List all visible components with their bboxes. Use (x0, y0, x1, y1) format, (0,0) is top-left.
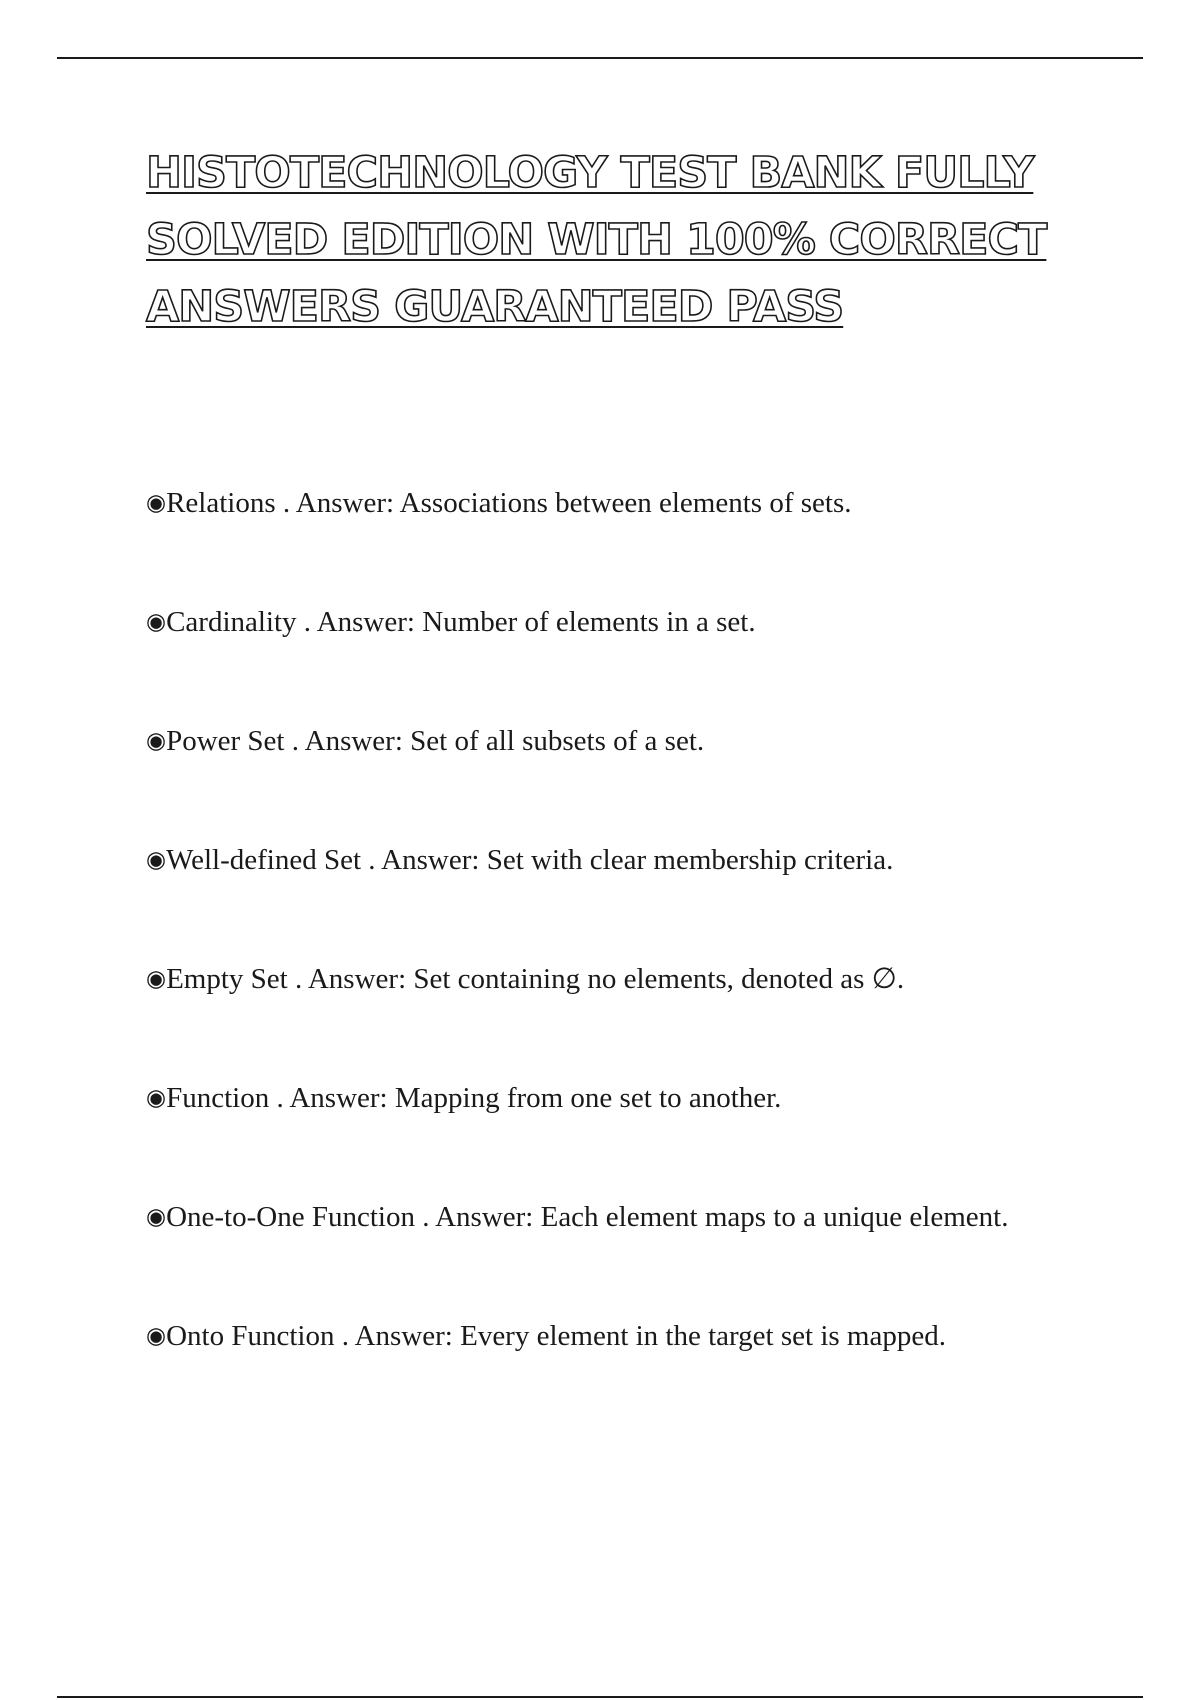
title-line: HISTOTECHNOLOGY TEST BANK FULLY (146, 148, 1034, 198)
item-text: Cardinality . Answer: Number of elements in a set. (166, 606, 756, 638)
bullet-icon: ◉ (146, 490, 167, 516)
item-text: Function . Answer: Mapping from one set to another. (166, 1082, 782, 1114)
list-item (146, 839, 1076, 882)
bullet-icon: ◉ (146, 966, 167, 992)
list-item (146, 1315, 1076, 1358)
list-item (146, 1196, 1076, 1239)
bullet-icon: ◉ (146, 609, 167, 635)
bullet-icon: ◉ (146, 1085, 167, 1111)
question-answer-list (146, 482, 1076, 1434)
title-line: SOLVED EDITION WITH 100% CORRECT (146, 215, 1047, 265)
list-item (146, 720, 1076, 763)
title-line: ANSWERS GUARANTEED PASS (146, 282, 844, 332)
list-item (146, 482, 1076, 525)
item-text: Empty Set . Answer: Set containing no elements, denoted as ∅. (166, 963, 905, 995)
page-title (146, 140, 1066, 341)
list-item (146, 958, 1076, 1001)
bottom-divider (57, 1696, 1143, 1698)
top-divider (57, 57, 1143, 59)
item-text: Onto Function . Answer: Every element in the target set is mapped. (166, 1320, 946, 1352)
item-text: One-to-One Function . Answer: Each element maps to a unique element. (166, 1201, 1009, 1233)
bullet-icon: ◉ (146, 847, 167, 873)
list-item (146, 601, 1076, 644)
item-text: Power Set . Answer: Set of all subsets of a set. (166, 725, 705, 757)
bullet-icon: ◉ (146, 1204, 167, 1230)
list-item (146, 1077, 1076, 1120)
bullet-icon: ◉ (146, 1323, 167, 1349)
bullet-icon: ◉ (146, 728, 167, 754)
item-text: Well-defined Set . Answer: Set with clear membership criteria. (166, 844, 894, 876)
item-text: Relations . Answer: Associations between elements of sets. (166, 487, 852, 519)
